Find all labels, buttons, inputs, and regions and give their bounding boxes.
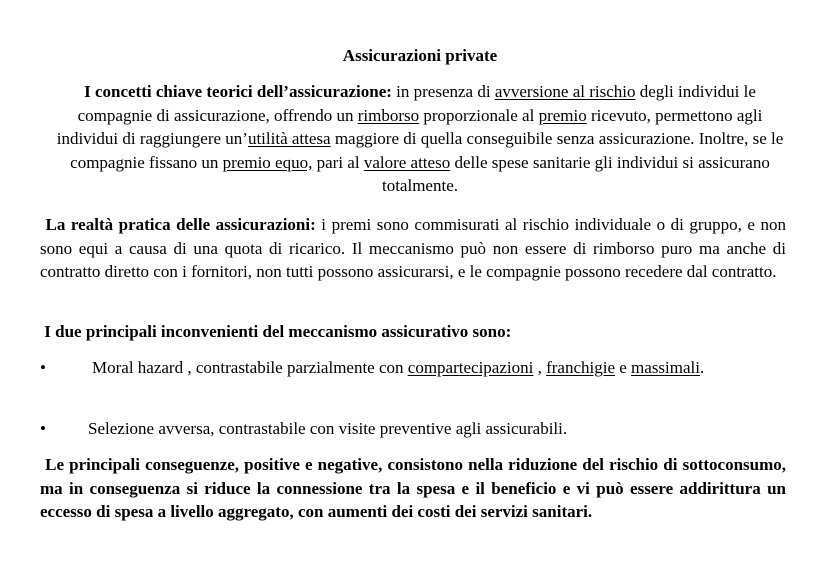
- text-run: ,: [533, 358, 547, 377]
- underlined-term: compartecipazioni: [407, 358, 534, 377]
- text-run: i premi sono commisurati al rischio individuale o di gruppo, e non sono equi a causa di una quota di ricarico. Il meccanismo può non essere di rimborso puro ma anche di contratto diretto con i fornitori, non tutti possono assicurarsi, e le compagnie possono recedere dal contratto.: [40, 215, 786, 281]
- paragraph-practical-reality: [40, 213, 786, 284]
- text-run: in presenza di: [391, 82, 495, 101]
- underlined-term: valore atteso: [363, 152, 451, 172]
- paragraph-heading: I due principali inconvenienti del meccanismo assicurativo sono:: [44, 322, 512, 341]
- text-run: .: [700, 358, 705, 377]
- bullet-symbol: •: [40, 419, 46, 438]
- bullet-symbol: •: [40, 358, 46, 377]
- underlined-term: premio: [538, 105, 587, 125]
- text-run: Moral hazard , contrastabile parzialmente con: [92, 358, 408, 377]
- text-run: Selezione avversa, contrastabile con visite preventive agli assicurabili.: [88, 419, 568, 438]
- underlined-term: premio equo,: [222, 152, 313, 172]
- paragraph-consequences: [40, 453, 786, 524]
- text-run: delle spese sanitarie gli individui si assicurano totalmente.: [381, 152, 770, 195]
- underlined-term: rimborso: [357, 105, 420, 125]
- text-run: e: [615, 358, 632, 377]
- paragraph-heading: La realtà pratica delle assicurazioni:: [45, 215, 316, 234]
- underlined-term: avversione al rischio: [494, 82, 636, 101]
- text-run: Le principali conseguenze, positive e negative, consistono nella riduzione del rischio di sottoconsumo, ma in conseguenza si riduce la connessione tra la spesa e il beneficio e vi può essere addirittura un eccesso di spesa a livello aggregato, con aumenti dei costi dei servizi sanitari.: [40, 455, 787, 521]
- underlined-term: utilità attesa: [247, 129, 331, 148]
- text-run: proporzionale al: [419, 105, 539, 125]
- text-run: ricevuto, permettono agli individui di raggiungere un’: [56, 105, 763, 148]
- text-run: degli individui le compagnie di assicurazione, offrendo un: [77, 82, 756, 125]
- paragraph-drawbacks-heading: [40, 320, 786, 344]
- underlined-term: franchigie: [546, 358, 615, 377]
- text-run: pari al: [312, 152, 364, 172]
- page-title: Assicurazioni private: [342, 46, 498, 65]
- list-item-moral-hazard: [40, 356, 786, 380]
- paragraph-heading: I concetti chiave teorici dell’assicurazione:: [84, 82, 392, 101]
- list-item-adverse-selection: [40, 417, 786, 441]
- underlined-term: massimali: [631, 358, 700, 377]
- paragraph-theoretical-concepts: [55, 80, 785, 198]
- text-run: maggiore di quella conseguibile senza assicurazione. Inoltre, se le compagnie fissano un: [70, 129, 784, 172]
